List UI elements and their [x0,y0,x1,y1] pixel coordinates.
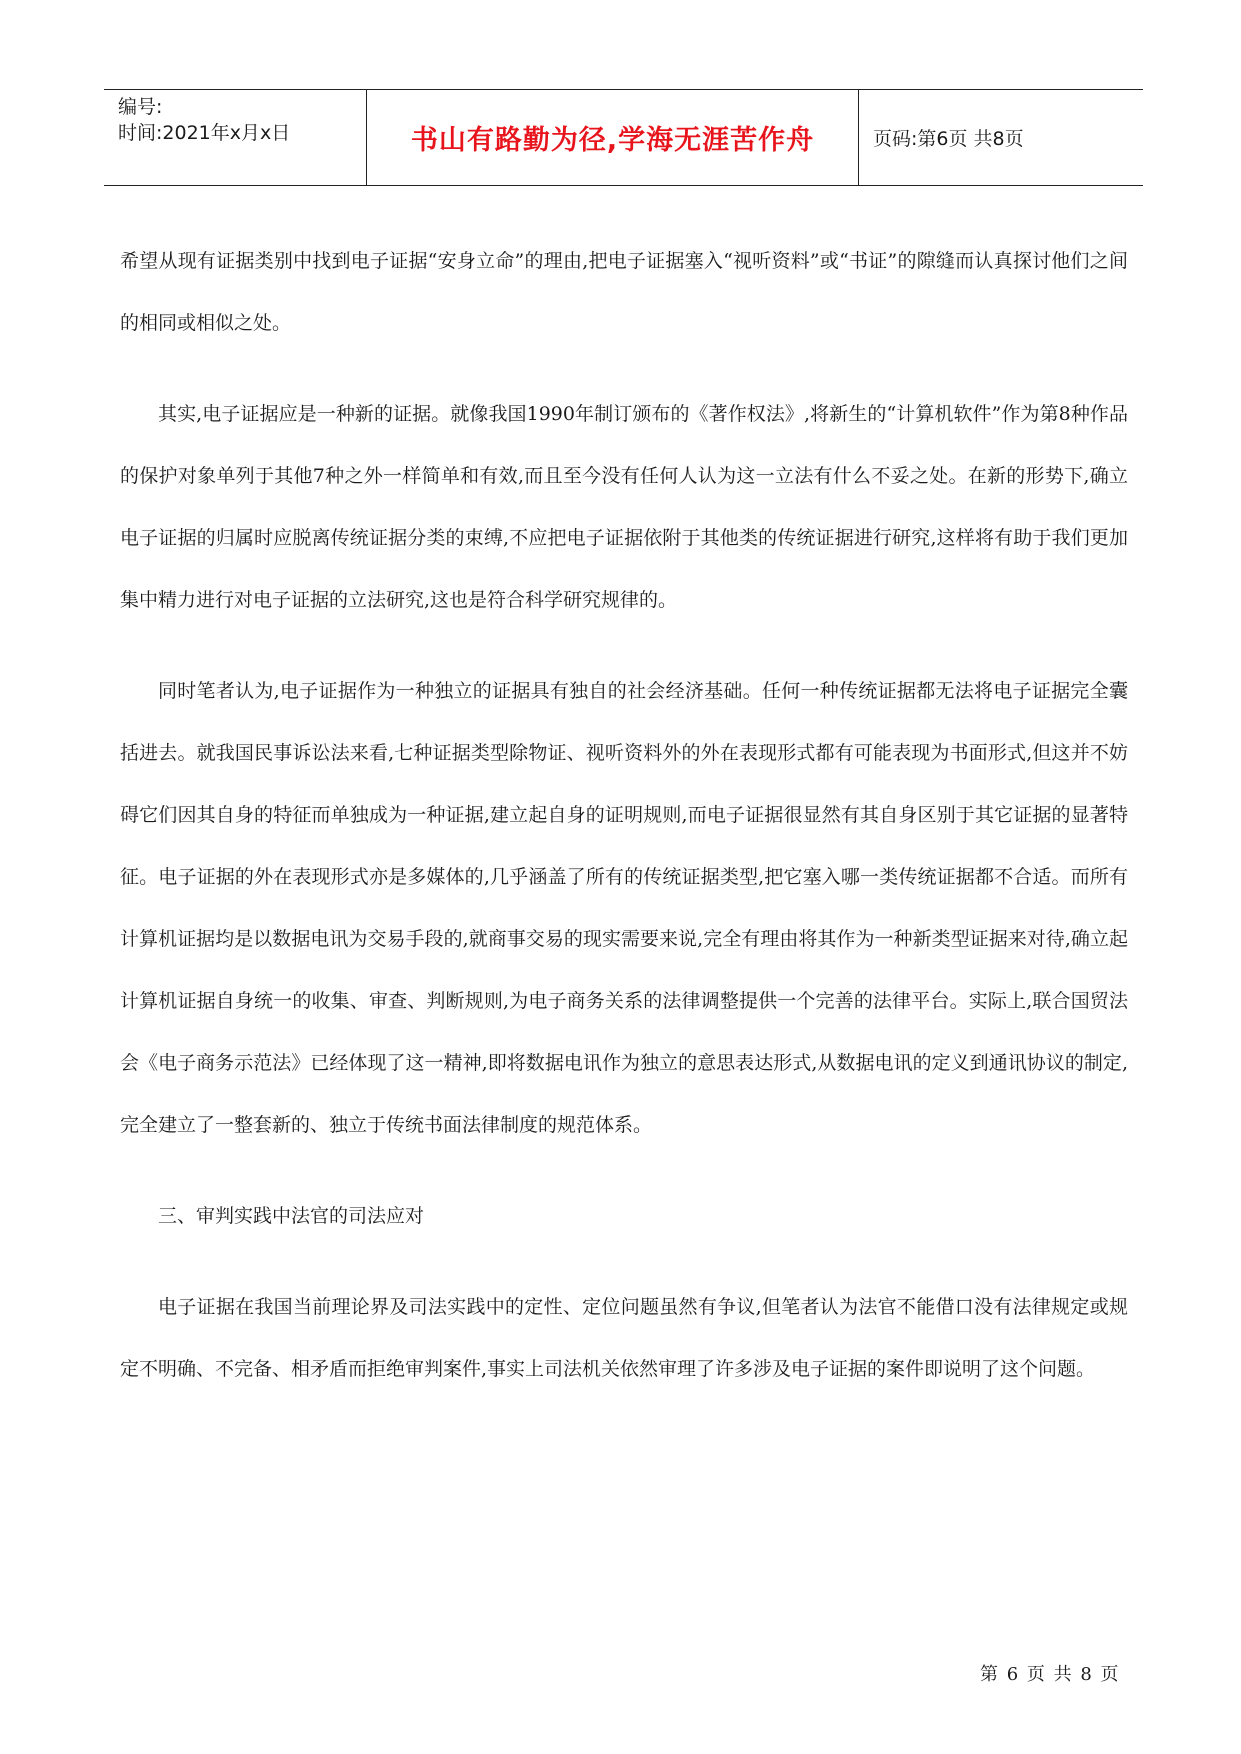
paragraph: 其实,电子证据应是一种新的证据。就像我国1990年制订颁布的《著作权法》,将新生的“计算机软件”作为第8种作品的保护对象单列于其他7种之外一样简单和有效,而且至今没有任何人认为这一立法有什么不妥之处。在新的形势下,确立电子证据的归属时应脱离传统证据分类的束缚,不应把电子证据依附于其他类的传统证据进行研究,这样将有助于我们更加集中精力进行对电子证据的立法研究,这也是符合科学研究规律的。 [120,403,1128,611]
document-number-label: 编号: [118,96,163,118]
document-time-label: 时间:2021年x月x日 [118,122,291,144]
header-info-cell [104,90,367,185]
section-heading: 三、审判实践中法官的司法应对 [158,1205,425,1227]
paragraph-continuation: 希望从现有证据类别中找到电子证据“安身立命”的理由,把电子证据塞入“视听资料”或“书证”的隙缝而认真探讨他们之间的相同或相似之处。 [120,250,1128,334]
header-motto: 书山有路勤为径,学海无涯苦作舟 [367,90,859,185]
page-header [104,89,1143,186]
header-page-number: 页码:第6页 共8页 [873,128,1024,150]
paragraph: 电子证据在我国当前理论界及司法实践中的定性、定位问题虽然有争议,但笔者认为法官不能借口没有法律规定或规定不明确、不完备、相矛盾而拒绝审判案件,事实上司法机关依然审理了许多涉及电子证据的案件即说明了这个问题。 [120,1296,1128,1380]
page-footer: 第 6 页 共 8 页 [980,1664,1119,1685]
document-body [120,230,1128,1429]
paragraph: 同时笔者认为,电子证据作为一种独立的证据具有独自的社会经济基础。任何一种传统证据都无法将电子证据完全囊括进去。就我国民事诉讼法来看,七种证据类型除物证、视听资料外的外在表现形式都有可能表现为书面形式,但这并不妨碍它们因其自身的特征而单独成为一种证据,建立起自身的证明规则,而电子证据很显然有其自身区别于其它证据的显著特征。电子证据的外在表现形式亦是多媒体的,几乎涵盖了所有的传统证据类型,把它塞入哪一类传统证据都不合适。而所有计算机证据均是以数据电讯为交易手段的,就商事交易的现实需要来说,完全有理由将其作为一种新类型证据来对待,确立起计算机证据自身统一的收集、审查、判断规则,为电子商务关系的法律调整提供一个完善的法律平台。实际上,联合国贸法会《电子商务示范法》已经体现了这一精神,即将数据电讯作为独立的意思表达形式,从数据电讯的定义到通讯协议的制定,完全建立了一整套新的、独立于传统书面法律制度的规范体系。 [120,680,1128,1136]
